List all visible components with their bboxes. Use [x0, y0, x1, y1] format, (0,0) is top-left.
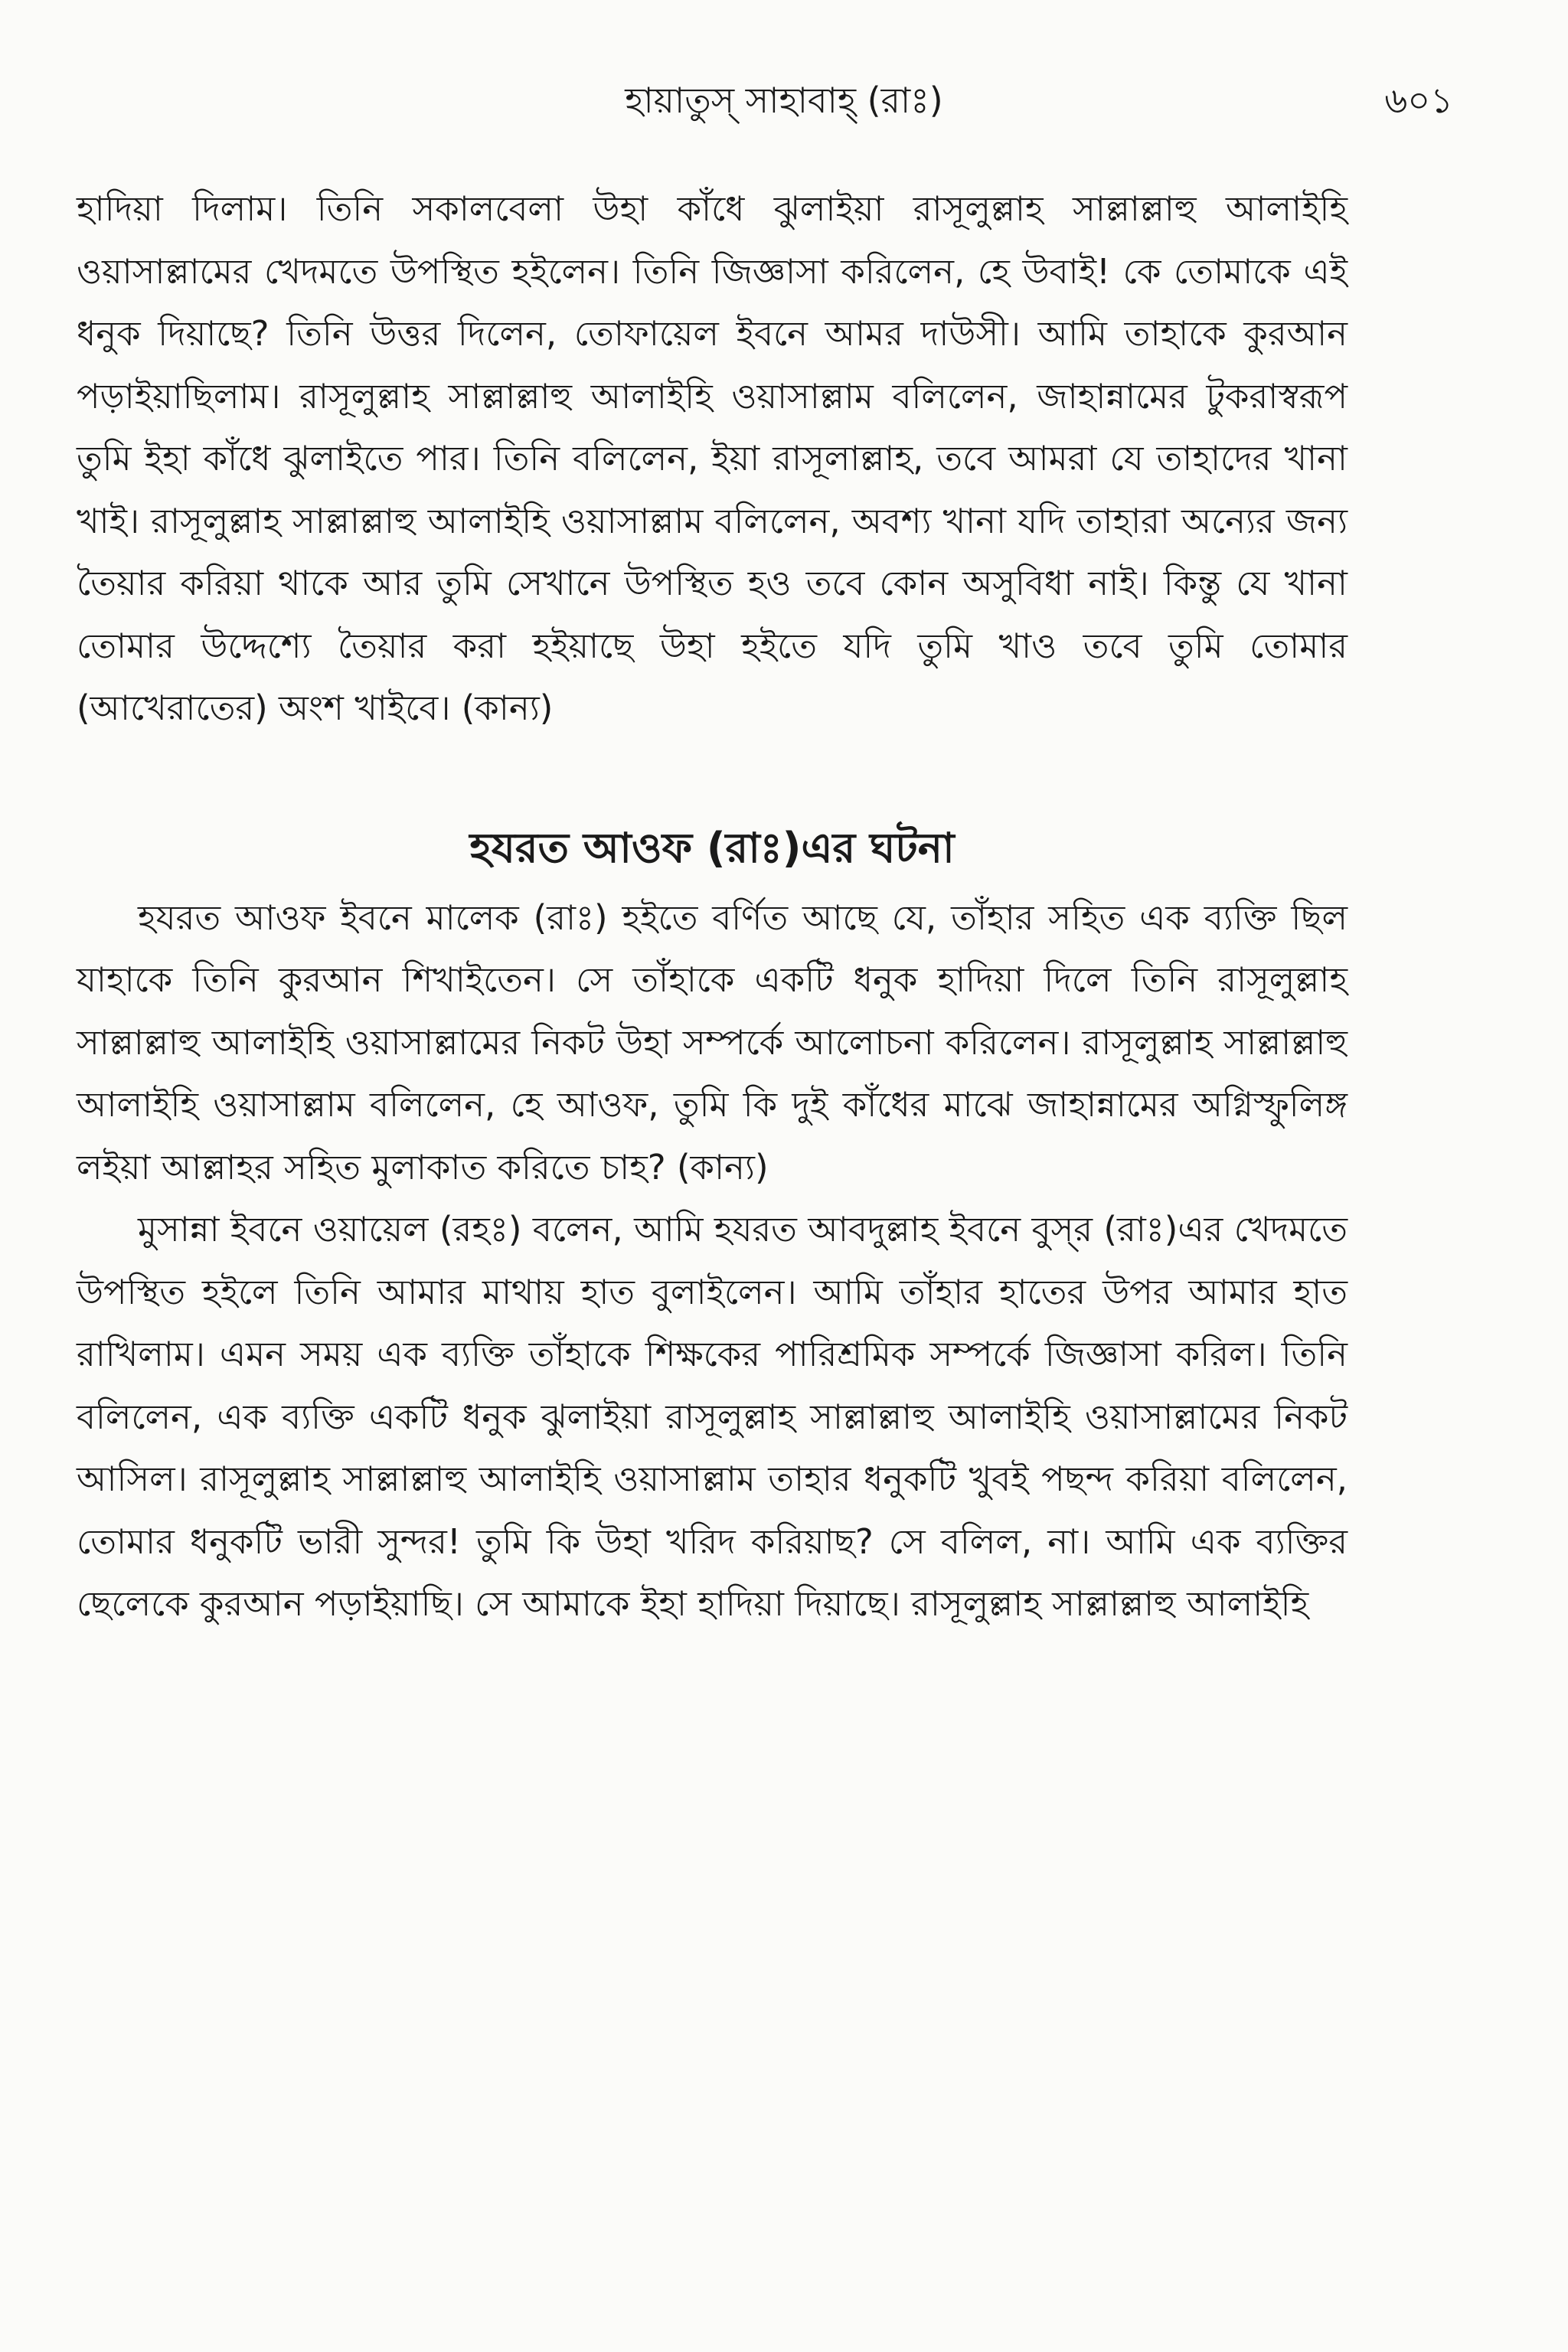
running-header [0, 74, 1568, 127]
book-title: হায়াতুস্ সাহাবাহ্ (রাঃ) [625, 80, 943, 121]
paragraph-auf: হযরত আওফ ইবনে মালেক (রাঃ) হইতে বর্ণিত আছে যে, তাঁহার সহিত এক ব্যক্তি ছিল যাহাকে তিনি কুরআন শিখাইতেন। সে তাঁহাকে একটি ধনুক হাদিয়া দিলে তিনি রাসূলুল্লাহ সাল্লাল্লাহু আলাইহি ওয়াসাল্লামের নিকট উহা সম্পর্কে আলোচনা করিলেন। রাসূলুল্লাহ সাল্লাল্লাহু আলাইহি ওয়াসাল্লাম বলিলেন, হে আওফ, তুমি কি দুই কাঁধের মাঝে জাহান্নামের অগ্নিস্ফুলিঙ্গ লইয়া আল্লাহর সহিত মুলাকাত করিতে চাহ? (কান্য) [77, 897, 1348, 1187]
page-content [77, 178, 1348, 1635]
page-number: ৬০১ [1384, 80, 1453, 121]
paragraph-continued: হাদিয়া দিলাম। তিনি সকালবেলা উহা কাঁধে ঝুলাইয়া রাসূলুল্লাহ সাল্লাল্লাহু আলাইহি ওয়াসাল্লামের খেদমতে উপস্থিত হইলেন। তিনি জিজ্ঞাসা করিলেন, হে উবাই! কে তোমাকে এই ধনুক দিয়াছে? তিনি উত্তর দিলেন, তোফায়েল ইবনে আমর দাউসী। আমি তাহাকে কুরআন পড়াইয়াছিলাম। রাসূলুল্লাহ সাল্লাল্লাহু আলাইহি ওয়াসাল্লাম বলিলেন, জাহান্নামের টুকরাস্বরূপ তুমি ইহা কাঁধে ঝুলাইতে পার। তিনি বলিলেন, ইয়া রাসূলাল্লাহ, তবে আমরা যে তাহাদের খানা খাই। রাসূলুল্লাহ সাল্লাল্লাহু আলাইহি ওয়াসাল্লাম বলিলেন, অবশ্য খানা যদি তাহারা অন্যের জন্য তৈয়ার করিয়া থাকে আর তুমি সেখানে উপস্থিত হও তবে কোন অসুবিধা নাই। কিন্তু যে খানা তোমার উদ্দেশ্যে তৈয়ার করা হইয়াছে উহা হইতে যদি তুমি খাও তবে তুমি তোমার (আখেরাতের) অংশ খাইবে। (কান্য) [77, 188, 1348, 728]
paragraph-musanna: মুসান্না ইবনে ওয়ায়েল (রহঃ) বলেন, আমি হযরত আবদুল্লাহ ইবনে বুস্‌র (রাঃ)এর খেদমতে উপস্থিত হইলে তিনি আমার মাথায় হাত বুলাইলেন। আমি তাঁহার হাতের উপর আমার হাত রাখিলাম। এমন সময় এক ব্যক্তি তাঁহাকে শিক্ষকের পারিশ্রমিক সম্পর্কে জিজ্ঞাসা করিল। তিনি বলিলেন, এক ব্যক্তি একটি ধনুক ঝুলাইয়া রাসূলুল্লাহ সাল্লাল্লাহু আলাইহি ওয়াসাল্লামের নিকট আসিল। রাসূলুল্লাহ সাল্লাল্লাহু আলাইহি ওয়াসাল্লাম তাহার ধনুকটি খুবই পছন্দ করিয়া বলিলেন, তোমার ধনুকটি ভারী সুন্দর! তুমি কি উহা খরিদ করিয়াছ? সে বলিল, না। আমি এক ব্যক্তির ছেলেকে কুরআন পড়াইয়াছি। সে আমাকে ইহা হাদিয়া দিয়াছে। রাসূলুল্লাহ সাল্লাল্লাহু আলাইহি [77, 1209, 1348, 1624]
section-heading: হযরত আওফ (রাঃ)এর ঘটনা [469, 823, 955, 872]
